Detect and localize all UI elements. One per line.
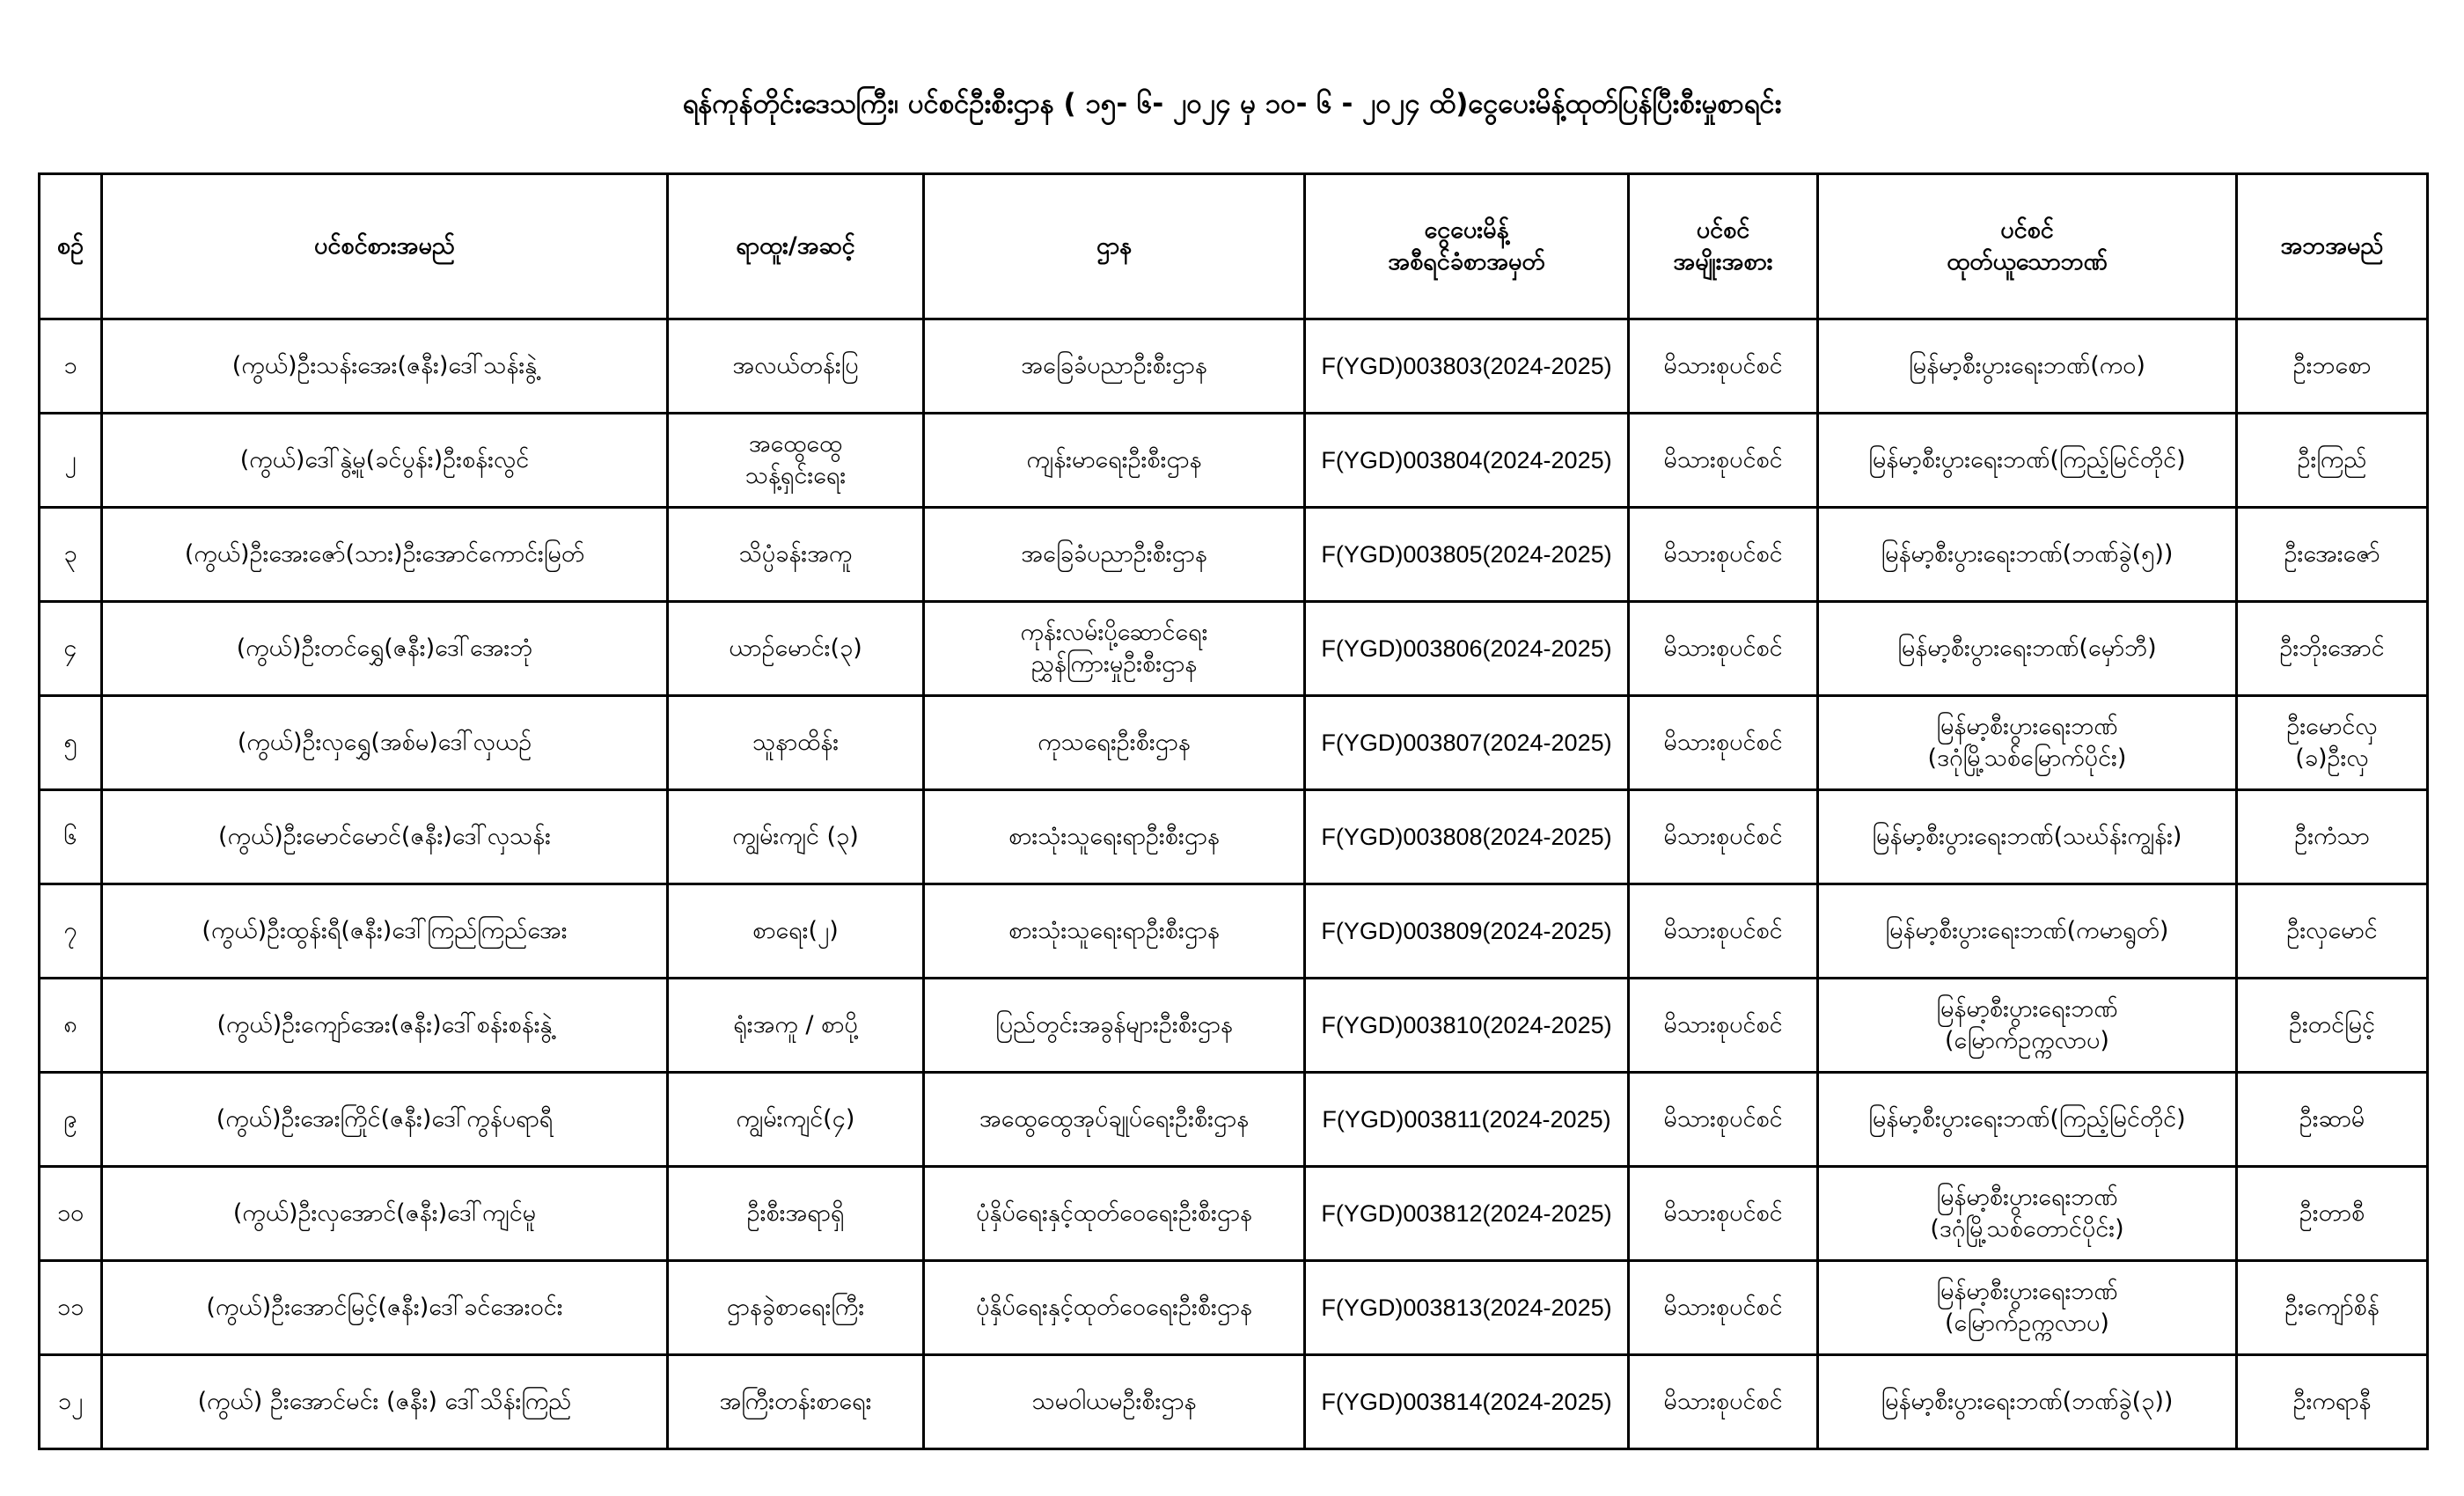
pension-type-cell: မိသားစုပင်စင် (1629, 884, 1818, 979)
father-name-cell (2237, 1167, 2428, 1261)
header-line: အစီရင်ခံစာအမှတ် (1388, 248, 1545, 275)
pension-type-cell: မိသားစုပင်စင် (1629, 790, 1818, 884)
header-line: ရာထူး/အဆင့် (736, 232, 855, 260)
table-row (40, 414, 2428, 508)
department-line: အခြေခံပညာဦးစီးဌာန (1021, 540, 1207, 568)
department-line: ပုံနှိပ်ရေးနှင့်ထုတ်ဝေရေးဦးစီးဌာန (976, 1199, 1252, 1227)
father-name-line: ဦးဘစော (2292, 352, 2372, 379)
rank-cell (668, 602, 924, 696)
department-line: သမဝါယမဦးစီးဌာန (1031, 1388, 1197, 1415)
header-cell (668, 174, 924, 319)
pensioner-name-cell: (ကွယ်) ဦးအောင်မင်း (ဇနီး) ဒေါ်သိန်းကြည် (102, 1355, 668, 1449)
rank-cell (668, 1167, 924, 1261)
table-row (40, 508, 2428, 602)
father-name-cell (2237, 696, 2428, 790)
report-number-cell: F(YGD)003812(2024-2025) (1305, 1167, 1629, 1261)
father-name-cell (2237, 1355, 2428, 1449)
father-name-cell (2237, 508, 2428, 602)
father-name-cell (2237, 884, 2428, 979)
bank-line: မြန်မာ့စီးပွားရေးဘဏ်(မှော်ဘီ) (1897, 634, 2157, 662)
department-line: အခြေခံပညာဦးစီးဌာန (1021, 352, 1207, 379)
department-cell (924, 884, 1305, 979)
department-cell (924, 979, 1305, 1073)
header-line: စဉ် (56, 232, 84, 260)
department-line: ညွှန်ကြားမှုဦးစီးဌာန (1030, 650, 1198, 678)
father-name-line: ဦးလှမောင် (2286, 917, 2378, 944)
bank-line: (မြောက်ဥက္ကလာပ) (1945, 1027, 2109, 1054)
pensioner-name-cell: (ကွယ်)ဦးကျော်အေး(ဇနီး)ဒေါ်စန်းစန်းနွဲ့ (102, 979, 668, 1073)
father-name-line: ဦးတာစီ (2299, 1199, 2365, 1227)
header-line: ဌာန (1096, 232, 1133, 260)
bank-line: မြန်မာ့စီးပွားရေးဘဏ် (1936, 1278, 2118, 1305)
pension-type-cell: မိသားစုပင်စင် (1629, 1167, 1818, 1261)
father-name-line: (ခ)ဦးလှ (2295, 744, 2369, 772)
rank-line: သူနာထိန်း (752, 729, 840, 756)
department-cell (924, 1073, 1305, 1167)
department-cell (924, 602, 1305, 696)
serial-number-cell: ၉ (40, 1073, 102, 1167)
rank-cell (668, 696, 924, 790)
header-line: အဘအမည် (2280, 232, 2384, 260)
father-name-line: ဦးမောင်လှ (2286, 713, 2378, 740)
rank-line: သန့်ရှင်းရေး (744, 462, 847, 489)
header-line: ငွေပေးမိန့် (1424, 216, 1509, 244)
rank-cell (668, 1355, 924, 1449)
rank-line: သိပ္ပံခန်းအကူ (738, 540, 853, 568)
father-name-cell (2237, 414, 2428, 508)
bank-line: မြန်မာ့စီးပွားရေးဘဏ်(သဃ်န်းကျွန်း) (1872, 823, 2182, 850)
pension-type-cell: မိသားစုပင်စင် (1629, 319, 1818, 414)
pension-type-cell: မိသားစုပင်စင် (1629, 1355, 1818, 1449)
serial-number-cell: ၃ (40, 508, 102, 602)
bank-line: (မြောက်ဥက္ကလာပ) (1945, 1309, 2109, 1337)
rank-line: စာရေး(၂) (752, 917, 839, 944)
bank-cell (1818, 1355, 2237, 1449)
header-line: ပင်စင်စားအမည် (314, 232, 455, 260)
pensioner-name-cell: (ကွယ်)ဦးအောင်မြင့်(ဇနီး)ဒေါ်ခင်အေးဝင်း (102, 1261, 668, 1355)
page-title: ရန်ကုန်တိုင်းဒေသကြီး၊ ပင်စင်ဦးစီးဌာန ( ၁၅- ၆- ၂၀၂၄ မှ ၁၀- ၆ - ၂၀၂၄ ထိ)ငွေပေးမိန့်ထုတ်ပြန်ပြီးစီးမှုစာရင်း (682, 88, 1782, 120)
father-name-cell (2237, 790, 2428, 884)
header-row (40, 174, 2428, 319)
serial-number-cell: ၅ (40, 696, 102, 790)
header-line: ထုတ်ယူသောဘဏ် (1947, 248, 2108, 275)
department-line: အထွေထွေအုပ်ချုပ်ရေးဦးစီးဌာန (979, 1105, 1250, 1133)
rank-line: ကျွမ်းကျင် (၃) (732, 823, 859, 850)
pensioner-name-cell: (ကွယ်)ဦးထွန်းရီ(ဇနီး)ဒေါ်ကြည်ကြည်အေး (102, 884, 668, 979)
pension-type-cell: မိသားစုပင်စင် (1629, 1261, 1818, 1355)
table-row (40, 1261, 2428, 1355)
father-name-line: ဦးတင်မြင့် (2288, 1011, 2376, 1038)
department-line: ကုန်းလမ်းပို့ဆောင်ရေး (1020, 619, 1208, 646)
table-row (40, 1167, 2428, 1261)
pensioner-name-cell: (ကွယ်)ဦးသန်းအေး(ဇနီး)ဒေါ်သန်းနွဲ့ (102, 319, 668, 414)
table-row (40, 790, 2428, 884)
department-cell (924, 696, 1305, 790)
department-cell (924, 1167, 1305, 1261)
father-name-line: ဦးကရာနီ (2292, 1388, 2372, 1415)
department-cell (924, 319, 1305, 414)
rank-cell (668, 979, 924, 1073)
rank-cell (668, 414, 924, 508)
report-number-cell: F(YGD)003810(2024-2025) (1305, 979, 1629, 1073)
report-number-cell: F(YGD)003814(2024-2025) (1305, 1355, 1629, 1449)
pension-type-cell: မိသားစုပင်စင် (1629, 414, 1818, 508)
rank-cell (668, 790, 924, 884)
father-name-line: ဦးကံသာ (2294, 823, 2370, 850)
table-row (40, 1355, 2428, 1449)
report-number-cell: F(YGD)003813(2024-2025) (1305, 1261, 1629, 1355)
header-line: ပင်စင် (2000, 216, 2054, 244)
department-line: စားသုံးသူရေးရာဦးစီးဌာန (1008, 823, 1220, 850)
department-line: ပြည်တွင်းအခွန်များဦးစီးဌာန (995, 1011, 1233, 1038)
report-number-cell: F(YGD)003811(2024-2025) (1305, 1073, 1629, 1167)
serial-number-cell: ၆ (40, 790, 102, 884)
serial-number-cell: ၁၁ (40, 1261, 102, 1355)
pension-type-cell: မိသားစုပင်စင် (1629, 508, 1818, 602)
department-line: ကျန်းမာရေးဦးစီးဌာန (1026, 446, 1202, 473)
header-cell (1818, 174, 2237, 319)
bank-cell (1818, 696, 2237, 790)
serial-number-cell: ၁၂ (40, 1355, 102, 1449)
rank-line: အကြီးတန်းစာရေး (719, 1388, 872, 1415)
pensioner-name-cell: (ကွယ်)ဦးလှအောင်(ဇနီး)ဒေါ်ကျင်မူ (102, 1167, 668, 1261)
report-number-cell: F(YGD)003805(2024-2025) (1305, 508, 1629, 602)
header-cell (924, 174, 1305, 319)
bank-cell (1818, 319, 2237, 414)
bank-cell (1818, 979, 2237, 1073)
rank-cell (668, 1073, 924, 1167)
bank-cell (1818, 508, 2237, 602)
report-number-cell: F(YGD)003809(2024-2025) (1305, 884, 1629, 979)
department-cell (924, 1355, 1305, 1449)
pension-type-cell: မိသားစုပင်စင် (1629, 979, 1818, 1073)
bank-line: မြန်မာ့စီးပွားရေးဘဏ်(ကြည့်မြင်တိုင်) (1868, 1105, 2186, 1133)
bank-cell (1818, 1073, 2237, 1167)
table-row (40, 884, 2428, 979)
father-name-line: ဦးဆာမိ (2299, 1105, 2365, 1133)
rank-line: ကျွမ်းကျင်(၄) (736, 1105, 855, 1133)
pension-type-cell: မိသားစုပင်စင် (1629, 696, 1818, 790)
bank-line: (ဒဂုံမြို့သစ်တောင်ပိုင်း) (1930, 1215, 2124, 1243)
table-row (40, 319, 2428, 414)
father-name-line: ဦးကျော်စိန် (2284, 1294, 2380, 1321)
pensioner-name-cell: (ကွယ်)ဦးတင်ရွှေ(ဇနီး)ဒေါ်အေးဘုံ (102, 602, 668, 696)
header-line: အမျိုးအစား (1673, 248, 1773, 275)
department-line: ကုသရေးဦးစီးဌာန (1038, 729, 1191, 756)
rank-line: အထွေထွေ (748, 430, 843, 458)
pensioner-name-cell: (ကွယ်)ဦးလှရွှေ(အစ်မ)ဒေါ်လှယဉ် (102, 696, 668, 790)
bank-line: မြန်မာ့စီးပွားရေးဘဏ်(က၀) (1909, 352, 2145, 379)
department-line: စားသုံးသူရေးရာဦးစီးဌာန (1008, 917, 1220, 944)
father-name-cell (2237, 1073, 2428, 1167)
report-number-cell: F(YGD)003804(2024-2025) (1305, 414, 1629, 508)
rank-cell (668, 884, 924, 979)
bank-line: မြန်မာ့စီးပွားရေးဘဏ်(ကမာရွတ်) (1885, 917, 2169, 944)
header-cell (102, 174, 668, 319)
bank-cell (1818, 414, 2237, 508)
father-name-cell (2237, 602, 2428, 696)
rank-line: ယာဉ်မောင်း(၃) (729, 634, 862, 662)
pension-type-cell: မိသားစုပင်စင် (1629, 1073, 1818, 1167)
bank-line: မြန်မာ့စီးပွားရေးဘဏ်(ဘဏ်ခွဲ(၅)) (1881, 540, 2174, 568)
bank-cell (1818, 1167, 2237, 1261)
serial-number-cell: ၁၀ (40, 1167, 102, 1261)
department-cell (924, 790, 1305, 884)
header-cell (1305, 174, 1629, 319)
report-number-cell: F(YGD)003807(2024-2025) (1305, 696, 1629, 790)
header-cell (2237, 174, 2428, 319)
bank-line: (ဒဂုံမြို့သစ်မြောက်ပိုင်း) (1927, 744, 2127, 772)
rank-line: အလယ်တန်းပြ (732, 352, 859, 379)
pension-table (38, 172, 2429, 1450)
serial-number-cell: ၇ (40, 884, 102, 979)
serial-number-cell: ၈ (40, 979, 102, 1073)
table-row (40, 979, 2428, 1073)
bank-line: မြန်မာ့စီးပွားရေးဘဏ် (1936, 995, 2118, 1023)
report-number-cell: F(YGD)003803(2024-2025) (1305, 319, 1629, 414)
bank-line: မြန်မာ့စီးပွားရေးဘဏ် (1936, 1184, 2118, 1211)
rank-cell (668, 319, 924, 414)
department-cell (924, 1261, 1305, 1355)
bank-cell (1818, 884, 2237, 979)
department-line: ပုံနှိပ်ရေးနှင့်ထုတ်ဝေရေးဦးစီးဌာန (976, 1294, 1252, 1321)
serial-number-cell: ၂ (40, 414, 102, 508)
serial-number-cell: ၁ (40, 319, 102, 414)
header-cell (1629, 174, 1818, 319)
bank-cell (1818, 790, 2237, 884)
rank-line: ရုံးအကူ / စာပို့ (733, 1011, 858, 1038)
pensioner-name-cell: (ကွယ်)ဦးမောင်မောင်(ဇနီး)ဒေါ်လှသန်း (102, 790, 668, 884)
bank-line: မြန်မာ့စီးပွားရေးဘဏ်(ကြည့်မြင်တိုင်) (1868, 446, 2186, 473)
table-row (40, 602, 2428, 696)
pension-type-cell: မိသားစုပင်စင် (1629, 602, 1818, 696)
bank-cell (1818, 602, 2237, 696)
rank-cell (668, 508, 924, 602)
rank-line: ဌာနခွဲစာရေးကြီး (726, 1294, 865, 1321)
table-row (40, 696, 2428, 790)
father-name-cell (2237, 1261, 2428, 1355)
father-name-cell (2237, 319, 2428, 414)
report-number-cell: F(YGD)003806(2024-2025) (1305, 602, 1629, 696)
report-number-cell: F(YGD)003808(2024-2025) (1305, 790, 1629, 884)
rank-line: ဦးစီးအရာရှိ (746, 1199, 845, 1227)
father-name-line: ဦးအေးဇော် (2284, 540, 2380, 568)
father-name-line: ဦးဘိုးအောင် (2279, 634, 2385, 662)
father-name-cell (2237, 979, 2428, 1073)
pensioner-name-cell: (ကွယ်)ဦးအေးကြိုင်(ဇနီး)ဒေါ်ကွန်ပရာရီ (102, 1073, 668, 1167)
serial-number-cell: ၄ (40, 602, 102, 696)
department-cell (924, 414, 1305, 508)
header-line: ပင်စင် (1696, 216, 1750, 244)
bank-line: မြန်မာ့စီးပွားရေးဘဏ်(ဘဏ်ခွဲ(၃)) (1881, 1388, 2174, 1415)
department-cell (924, 508, 1305, 602)
table-body (40, 319, 2428, 1449)
rank-cell (668, 1261, 924, 1355)
father-name-line: ဦးကြည် (2297, 446, 2367, 473)
header-cell (40, 174, 102, 319)
pensioner-name-cell: (ကွယ်)ဦးအေးဇော်(သား)ဦးအောင်ကောင်းမြတ် (102, 508, 668, 602)
bank-line: မြန်မာ့စီးပွားရေးဘဏ် (1936, 713, 2118, 740)
bank-cell (1818, 1261, 2237, 1355)
pensioner-name-cell: (ကွယ်)ဒေါ်နွဲ့မူ(ခင်ပွန်း)ဦးစန်းလွင် (102, 414, 668, 508)
table-row (40, 1073, 2428, 1167)
